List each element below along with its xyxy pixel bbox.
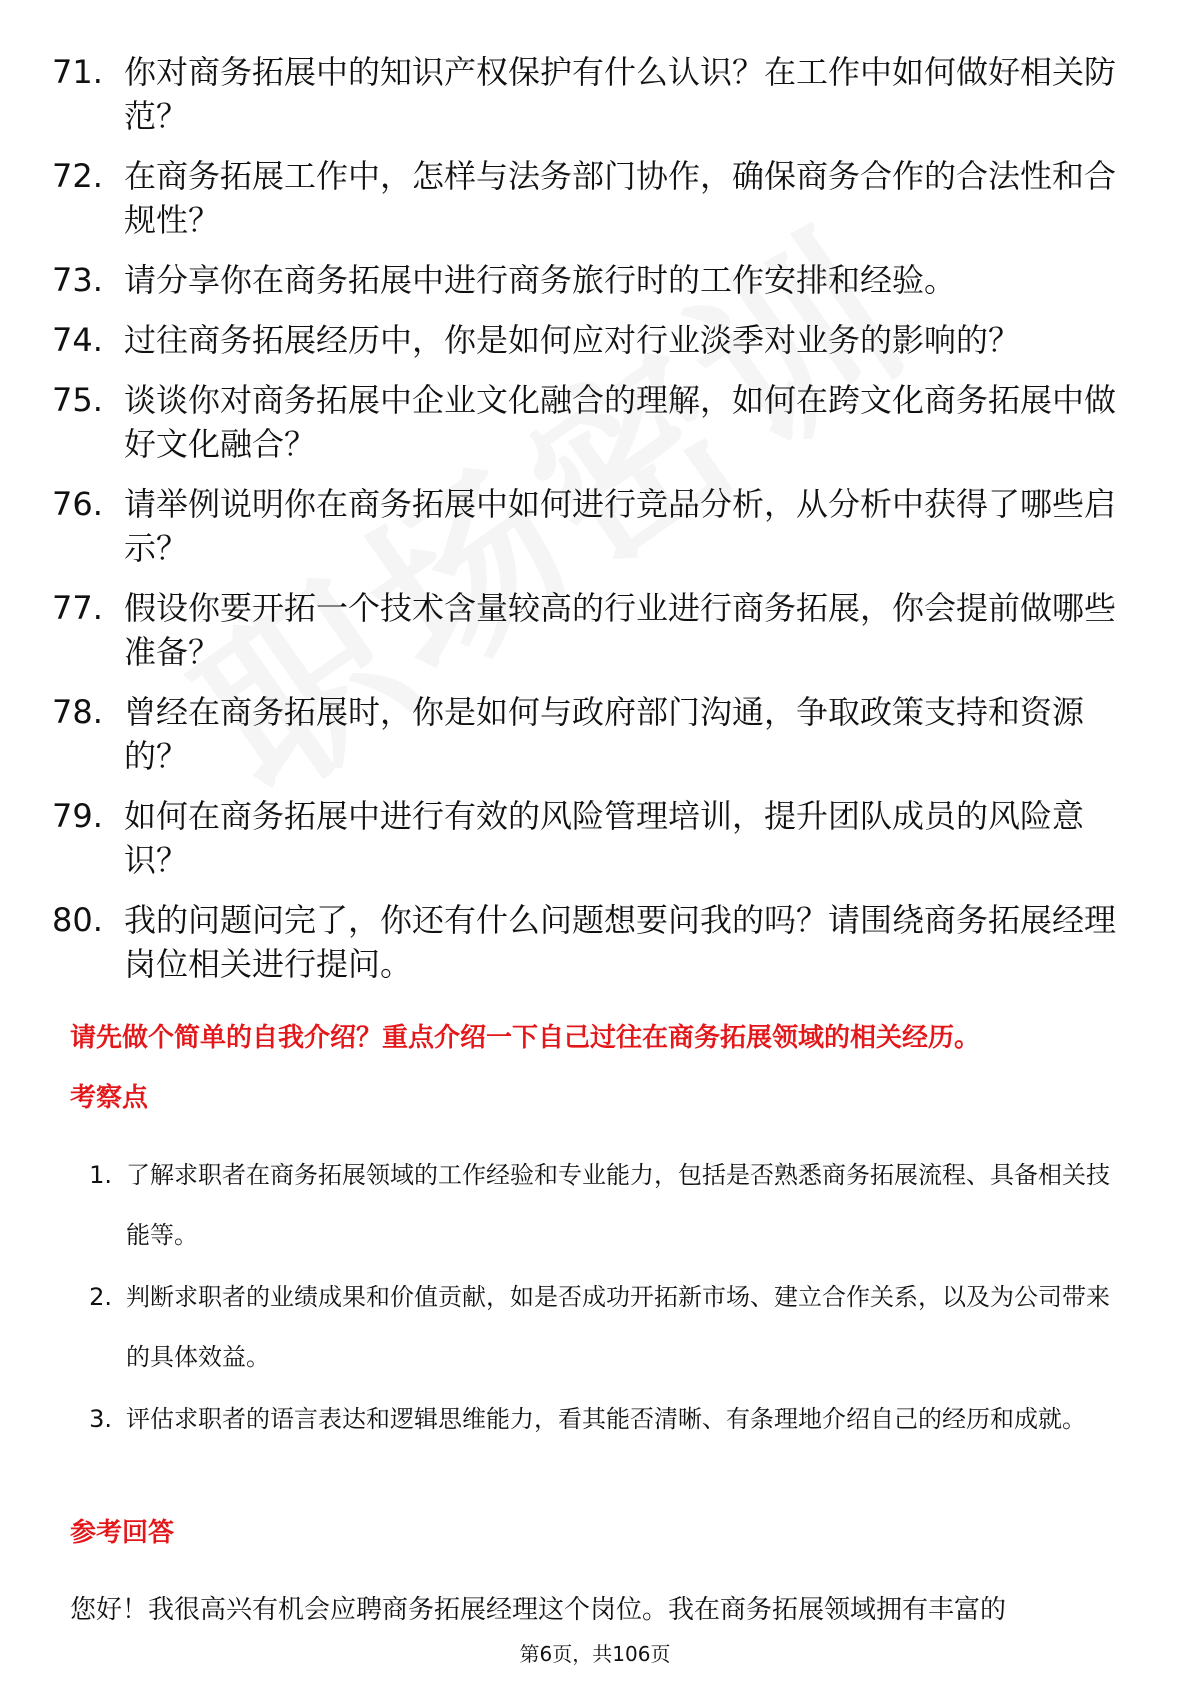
- question-text: 过往商务拓展经历中，你是如何应对行业淡季对业务的影响的？: [124, 321, 1021, 359]
- key-point-item: [70, 1389, 1130, 1449]
- question-text: 我的问题问完了，你还有什么问题想要问我的吗？请围绕商务拓展经理岗位相关进行提问。: [124, 901, 1117, 983]
- reference-answer-text: 您好！我很高兴有机会应聘商务拓展经理这个岗位。我在商务拓展领域拥有丰富的: [70, 1595, 1007, 1625]
- question-text: 假设你要开拓一个技术含量较高的行业进行商务拓展，你会提前做哪些准备？: [124, 589, 1117, 671]
- question-text: 如何在商务拓展中进行有效的风险管理培训，提升团队成员的风险意识？: [124, 797, 1085, 879]
- key-points-list: [70, 1145, 1130, 1451]
- question-number: 72.: [52, 157, 103, 195]
- question-text: 曾经在商务拓展时，你是如何与政府部门沟通，争取政策支持和资源的？: [124, 693, 1085, 775]
- question-item: [52, 258, 1132, 302]
- key-point-number: 2.: [89, 1283, 112, 1311]
- question-text: 请分享你在商务拓展中进行商务旅行时的工作安排和经验。: [124, 261, 957, 299]
- key-point-text: 评估求职者的语言表达和逻辑思维能力，看其能否清晰、有条理地介绍自己的经历和成就。: [126, 1405, 1086, 1433]
- question-number: 73.: [52, 261, 103, 299]
- question-item: [52, 318, 1132, 362]
- question-number: 71.: [52, 53, 103, 91]
- question-number: 76.: [52, 485, 103, 523]
- question-text: 在商务拓展工作中，怎样与法务部门协作，确保商务合作的合法性和合规性？: [124, 157, 1117, 239]
- question-number: 74.: [52, 321, 103, 359]
- question-number: 78.: [52, 693, 103, 731]
- key-point-item: [70, 1267, 1130, 1387]
- question-number: 80.: [52, 901, 103, 939]
- key-point-number: 1.: [89, 1161, 112, 1189]
- page-footer: 第6页，共106页: [519, 1642, 671, 1666]
- question-text: 你对商务拓展中的知识产权保护有什么认识？在工作中如何做好相关防范？: [124, 53, 1117, 135]
- question-text: 谈谈你对商务拓展中企业文化融合的理解，如何在跨文化商务拓展中做好文化融合？: [124, 381, 1117, 463]
- key-point-item: [70, 1145, 1130, 1265]
- question-list: [52, 50, 1132, 1002]
- key-points-heading: 考察点: [70, 1083, 149, 1113]
- question-number: 79.: [52, 797, 103, 835]
- question-item: [52, 690, 1132, 778]
- featured-question-heading: 请先做个简单的自我介绍？重点介绍一下自己过往在商务拓展领域的相关经历。: [70, 1023, 981, 1053]
- question-number: 75.: [52, 381, 103, 419]
- question-item: [52, 794, 1132, 882]
- reference-answer-heading: 参考回答: [70, 1518, 175, 1548]
- question-item: [52, 50, 1132, 138]
- question-item: [52, 154, 1132, 242]
- key-point-text: 了解求职者在商务拓展领域的工作经验和专业能力，包括是否熟悉商务拓展流程、具备相关技能等。: [126, 1161, 1110, 1249]
- question-number: 77.: [52, 589, 103, 627]
- question-item: [52, 898, 1132, 986]
- question-item: [52, 586, 1132, 674]
- question-item: [52, 378, 1132, 466]
- question-text: 请举例说明你在商务拓展中如何进行竞品分析，从分析中获得了哪些启示？: [124, 485, 1117, 567]
- key-point-text: 判断求职者的业绩成果和价值贡献，如是否成功开拓新市场、建立合作关系，以及为公司带来的具体效益。: [126, 1283, 1110, 1371]
- question-item: [52, 482, 1132, 570]
- key-point-number: 3.: [89, 1405, 112, 1433]
